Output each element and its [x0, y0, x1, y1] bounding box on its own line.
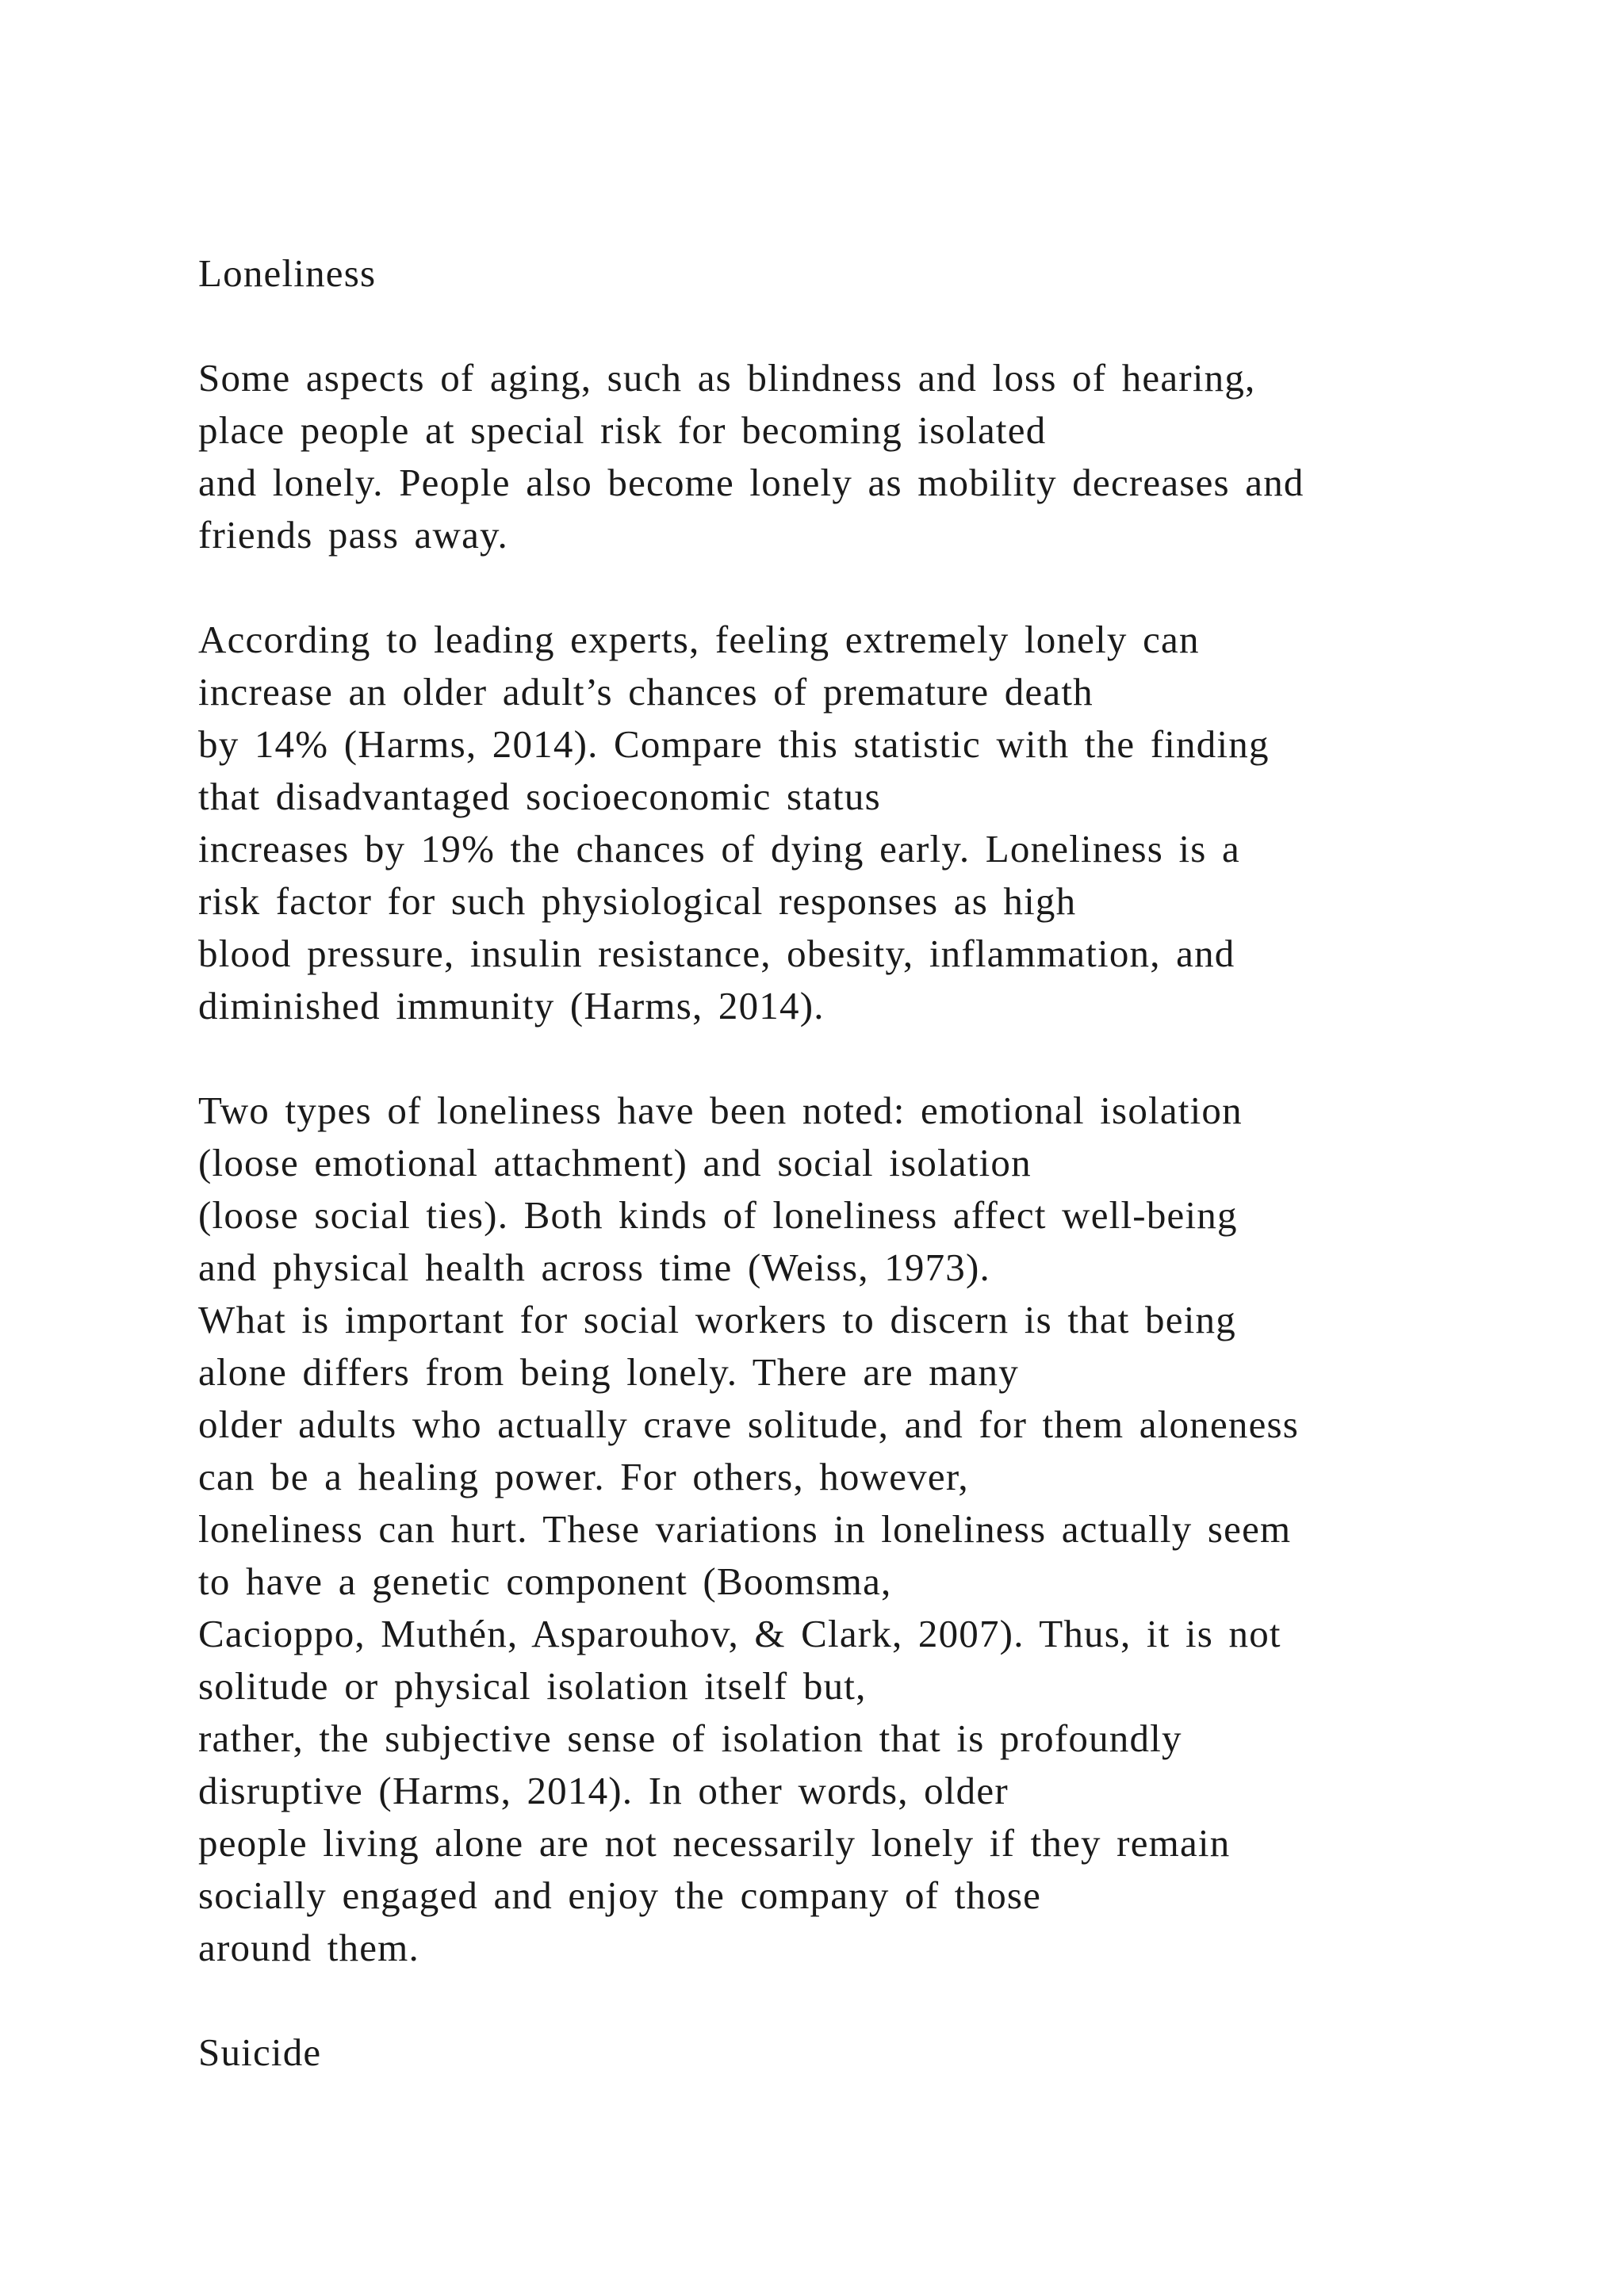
text-line: According to leading experts, feeling extremely lonely can — [198, 618, 1200, 661]
text-line: blood pressure, insulin resistance, obesity, inflammation, and — [198, 932, 1235, 975]
text-line: loneliness can hurt. These variations in loneliness actually seem — [198, 1507, 1292, 1551]
text-line: increase an older adult’s chances of premature death — [198, 670, 1094, 714]
text-line: and physical health across time (Weiss, 1973). — [198, 1246, 990, 1289]
text-line: and lonely. People also become lonely as mobility decreases and — [198, 461, 1304, 504]
text-line: to have a genetic component (Boomsma, — [198, 1559, 892, 1603]
text-line: Two types of loneliness have been noted: emotional isolation — [198, 1089, 1243, 1132]
text-line: by 14% (Harms, 2014). Compare this statistic with the finding — [198, 722, 1270, 766]
text-line: can be a healing power. For others, however, — [198, 1455, 969, 1498]
text-line: (loose emotional attachment) and social isolation — [198, 1141, 1032, 1184]
text-line: around them. — [198, 1926, 419, 1969]
text-line: people living alone are not necessarily lonely if they remain — [198, 1821, 1231, 1865]
text-line: increases by 19% the chances of dying early. Loneliness is a — [198, 827, 1240, 871]
text-line: place people at special risk for becoming isolated — [198, 408, 1047, 452]
section-heading-loneliness: Loneliness — [198, 251, 377, 295]
text-line: friends pass away. — [198, 513, 509, 557]
text-line: disruptive (Harms, 2014). In other words, older — [198, 1769, 1009, 1812]
section-heading-suicide: Suicide — [198, 2030, 322, 2074]
text-line: diminished immunity (Harms, 2014). — [198, 984, 825, 1027]
text-line: socially engaged and enjoy the company of those — [198, 1873, 1042, 1917]
text-line: What is important for social workers to discern is that being — [198, 1298, 1236, 1341]
text-line: alone differs from being lonely. There are many — [198, 1350, 1019, 1394]
text-line: older adults who actually crave solitude, and for them aloneness — [198, 1402, 1300, 1446]
text-line: (loose social ties). Both kinds of loneliness affect well-being — [198, 1193, 1238, 1237]
text-line: Cacioppo, Muthén, Asparouhov, & Clark, 2007). Thus, it is not — [198, 1612, 1281, 1655]
text-line: Some aspects of aging, such as blindness and loss of hearing, — [198, 356, 1256, 400]
text-line: risk factor for such physiological responses as high — [198, 879, 1077, 923]
text-line: solitude or physical isolation itself but, — [198, 1664, 867, 1708]
text-line: that disadvantaged socioeconomic status — [198, 775, 881, 818]
text-line: rather, the subjective sense of isolation that is profoundly — [198, 1716, 1182, 1760]
